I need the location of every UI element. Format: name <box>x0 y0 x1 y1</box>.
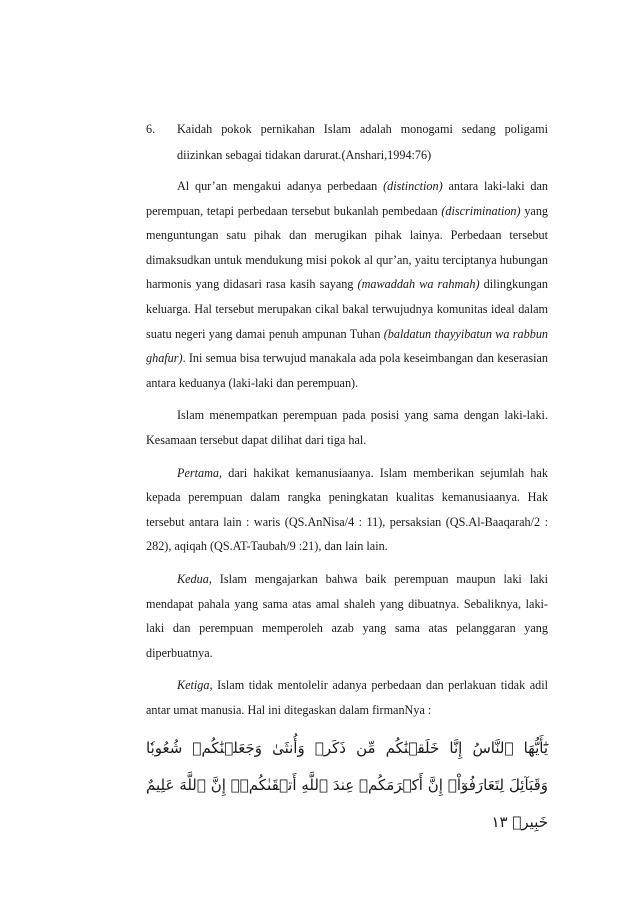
paragraph-distinction <box>146 174 548 395</box>
term-discrimination: (discrimination) <box>441 203 521 218</box>
text-run: , dari hakikat kemanusiaanya. Islam memberikan sejumlah hak kepada perempuan dalam rangka peningkatan kualitas kemanusiaanya. Hak tersebut antara lain : waris (QS.AnNisa/4 : 11), persaksian (QS.Al-Baaqarah/2 : 282), aqiqah (QS.AT-Taubah/9 :21), dan lain lain. <box>146 465 548 554</box>
quran-verse: يَٰٓأَيُّهَا ٱلنَّاسُ إِنَّا خَلَقۡنَٰكُم مِّن ذَكَرٖ وَأُنثَىٰ وَجَعَلۡنَٰكُمۡ شُعُوبٗا وَقَبَآئِلَ لِتَعَارَفُوٓاْۚ إِنَّ أَكۡرَمَكُمۡ عِندَ ٱللَّهِ أَتۡقَىٰكُمۡۚ إِنَّ ٱللَّهَ عَلِيمٌ خَبِيرٞ ١٣ <box>146 739 548 832</box>
term-mawaddah: (mawaddah wa rahmah) <box>357 277 480 292</box>
text-run: yang menguntungan satu pihak dan merugikan pihak lainya. Perbedaan tersebut dimaksudkan untuk mendukung misi pokok al qur’an, yaitu terciptanya hubungan harmonis yang didasari rasa kasih sayang <box>146 203 549 292</box>
text-run: . Ini semua bisa terwujud manakala ada pola keseimbangan dan keserasian antara keduanya (laki-laki dan perempuan). <box>146 351 548 390</box>
document-page <box>146 116 548 841</box>
numbered-item-6 <box>146 116 548 168</box>
term-baldatun: (baldatun thayyibatun wa rabbun ghafur) <box>146 326 549 366</box>
text-run: dilingkungan keluarga. Hal tersebut merupakan cikal bakal terwujudnya komunitas ideal dalam suatu negeri yang damai penuh ampunan Tuhan <box>146 277 548 341</box>
text-run: , Islam tidak mentolelir adanya perbedaan dan perlakuan tidak adil antar umat manusia. Hal ini ditegaskan dalam firmanNya : <box>146 678 548 717</box>
text-run: Al qur’an mengakui adanya perbedaan <box>177 179 378 193</box>
paragraph-equality: Islam menempatkan perempuan pada posisi yang sama dengan laki-laki. Kesamaan tersebut dapat dilihat dari tiga hal. <box>146 408 548 447</box>
lead-word: Pertama <box>177 465 219 480</box>
item-text: Kaidah pokok pernikahan Islam adalah monogami sedang poligami diizinkan sebagai tidakan darurat.(Anshari,1994:76) <box>177 122 548 162</box>
paragraph-pertama <box>146 461 548 559</box>
text-run: , Islam mengajarkan bahwa baik perempuan maupun laki laki mendapat pahala yang sama atas amal shaleh yang dibuatnya. Sebaliknya, laki-laki dan perempuan memperoleh azab yang sama atas pelanggaran yang diperbuatnya. <box>146 571 548 660</box>
lead-word: Ketiga <box>177 678 210 693</box>
paragraph-ketiga <box>146 673 548 722</box>
lead-word: Kedua <box>177 571 209 586</box>
text-run: antara laki-laki dan perempuan, tetapi perbedaan tersebut bukanlah pembedaan <box>146 179 548 218</box>
term-distinction: (distinction) <box>383 179 443 193</box>
item-number: 6. <box>146 122 156 136</box>
paragraph-kedua <box>146 567 548 665</box>
